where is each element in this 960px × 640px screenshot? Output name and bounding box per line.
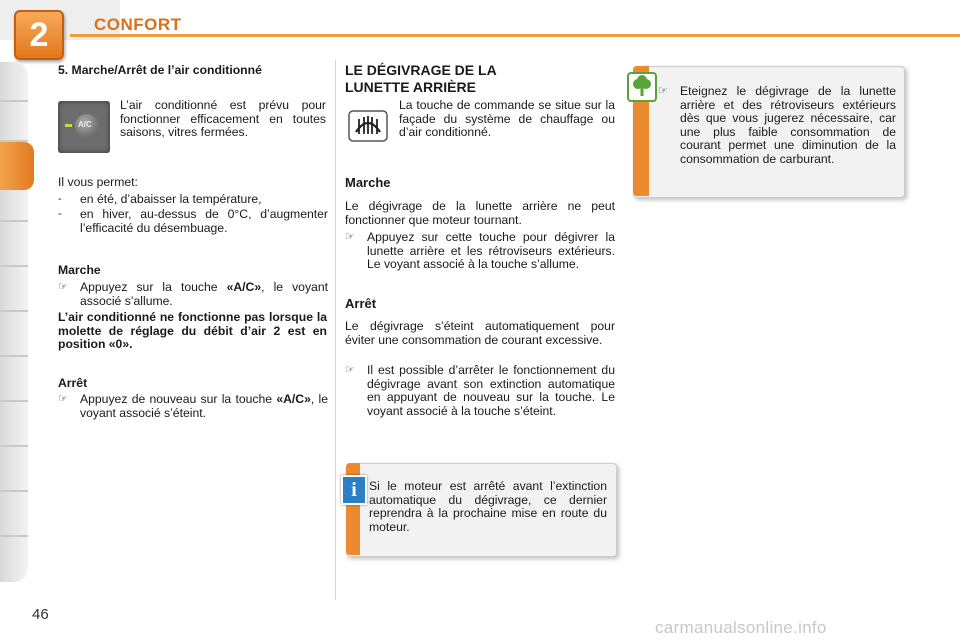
ac-marche-bullet-text [80,281,328,308]
ac-arret-bullet-text [80,393,328,420]
info-icon: i [341,475,367,505]
ac-intro-text: L’air conditionné est prévu pour fonctionner efficacement en toutes saisons, vitres fermées. [120,98,326,139]
defrost-marche-text: Le dégivrage de la lunette arrière ne peut fonctionner que moteur tournant. [345,199,615,227]
page-number: 46 [32,606,49,623]
eco-tip-text: Eteignez le dégivrage de la lunette arrière et des rétroviseurs extérieurs dès que vous jugerez nécessaire, car une plus faible consommation de courant permet une diminution de la consommation de carburant. [680,84,896,166]
defrost-marche-title: Marche [345,175,391,190]
watermark: carmanualsonline.info [655,618,827,637]
ac-icon-label: A/C [78,120,92,129]
rear-defrost-icon [348,110,388,142]
chapter-tab-active[interactable] [0,142,34,190]
defrost-arret-bullet [345,364,615,418]
ac-section-heading: 5. Marche/Arrêt de l’air conditionné [58,63,262,77]
defrost-intro-text: La touche de commande se situe sur la façade du système de chauffage ou d’air conditionné. [399,98,615,139]
ac-button-icon [58,101,110,153]
dash-symbol: - [58,208,62,220]
pointing-hand-icon: ☞ [58,281,68,293]
tab-divider [0,535,28,537]
ac-arret-title: Arrêt [58,376,88,390]
chapter-number-badge: 2 [14,10,64,60]
tab-divider [0,265,28,267]
list-item-text: en été, d’abaisser la température, [80,192,262,206]
pointing-hand-icon: ☞ [345,364,355,376]
bullet-text-part: Appuyez de nouveau sur la touche [80,392,277,406]
list-item [58,208,328,235]
eco-tree-icon [627,72,657,102]
defrost-arret-title: Arrêt [345,296,377,311]
tab-divider [0,100,28,102]
defrost-heading-line: LUNETTE ARRIÈRE [345,79,476,95]
pointing-hand-icon: ☞ [345,231,355,243]
tab-divider [0,400,28,402]
ac-led-icon [65,124,72,127]
ac-arret-bullet [58,393,328,420]
tab-divider [0,220,28,222]
defrost-heading [345,62,585,96]
pointing-hand-icon: ☞ [658,85,668,97]
header-rule [70,34,960,37]
defrost-arret-text: Le dégivrage s’éteint automatiquement pour éviter une consommation de courant excessive. [345,319,615,347]
list-item [58,193,328,207]
info-box-text: Si le moteur est arrêté avant l’extinction automatique du dégivrage, ce dernier reprendra à la prochaine mise en route du moteur. [369,479,607,534]
defrost-arret-bullet-text: Il est possible d’arrêter le fonctionnement du dégivrage avant son extinction automatique en appuyant de nouveau sur la touche. Le voyant associé à la touche s’éteint. [367,363,615,418]
list-item-text: en hiver, au-dessus de 0°C, d’augmenter l’efficacité du désembuage. [80,207,328,235]
pointing-hand-icon: ☞ [58,393,68,405]
tab-divider [0,310,28,312]
bullet-text-part: , le voyant associé s’allume. [80,280,328,308]
ac-allows-label: Il vous permet: [58,175,138,189]
defrost-heading-line: LE DÉGIVRAGE DE LA [345,62,497,78]
defrost-marche-bullet-text: Appuyez sur cette touche pour dégivrer la lunette arrière et les rétroviseurs extérieurs. Le voyant associé à la touche s’allume. [367,230,615,271]
key-label: «A/C» [276,392,311,406]
column-divider [335,60,336,600]
chapter-title: CONFORT [94,15,182,34]
tab-divider [0,445,28,447]
dash-symbol: - [58,193,62,205]
ac-marche-bullet [58,281,328,308]
tab-divider [0,490,28,492]
key-label: «A/C» [226,280,262,294]
bullet-text-part: , le voyant associé s’éteint. [80,392,328,420]
tab-divider [0,355,28,357]
eco-tip-bullet [658,85,896,166]
ac-warning-text: L’air conditionné ne fonctionne pas lorsque la molette de réglage du débit d’air 2 est en position «0». [58,310,327,351]
ac-marche-title: Marche [58,263,101,277]
bullet-text-part: Appuyez sur la touche [80,280,227,294]
defrost-marche-bullet [345,231,615,272]
